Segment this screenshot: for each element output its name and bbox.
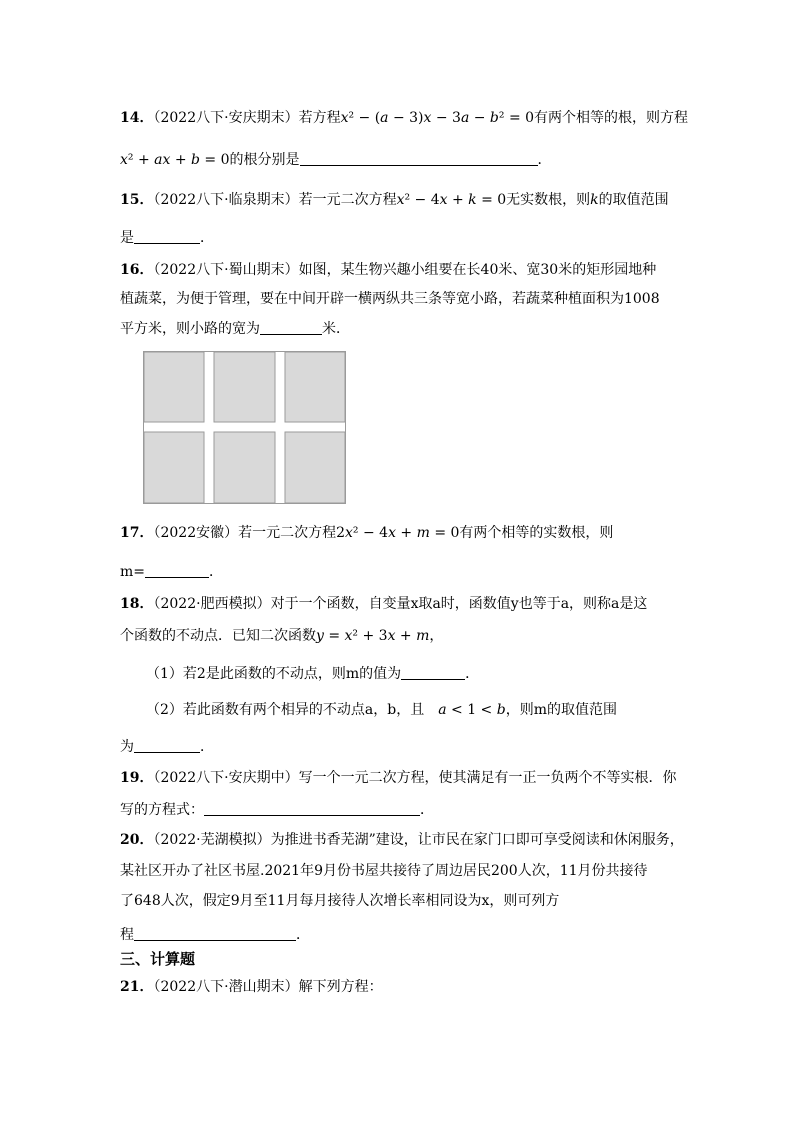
q17-line2: [120, 562, 223, 582]
q17-stem-cont: m=: [120, 564, 146, 580]
q15-period: ．: [200, 230, 214, 246]
section-3-heading: 三、计算题: [120, 950, 196, 968]
q17-line1: [120, 523, 613, 543]
q16-line3: [120, 319, 350, 339]
q19-stem: （2022八下·安庆期中）写一个一元二次方程，使其满足有一正一负两个不等实根．你: [153, 770, 677, 786]
q18-line2: 个函数的不动点．已知二次函数𝑦 = 𝑥² + 3𝑥 + 𝑚，: [120, 628, 444, 644]
q21-stem: （2022八下·潜山期末）解下列方程：: [153, 979, 383, 995]
q14-answer-blank[interactable]: [300, 151, 538, 166]
q20-stem: （2022·芜湖模拟）为推进书香芜湖”建设，让市民在家门口即可享受阅读和休闲服务，: [153, 832, 684, 848]
plot-bottom-left: [144, 432, 204, 503]
q20-line2: 某社区开办了社区书屋.2021年9月份书屋共接待了周边居民200人次，11月份共接待: [120, 863, 648, 879]
q16-line1: [120, 260, 656, 280]
q16-stem-cont: 平方米，则小路的宽为: [120, 321, 260, 337]
q14-period: ．: [537, 152, 552, 168]
q15-line2: [120, 228, 214, 248]
q20-line3: 了648人次，假定9月至11月每月接待人次增长率相同设为x，则可列方: [120, 893, 560, 909]
q19-line1: [120, 768, 677, 788]
q18-sub2-answer-blank[interactable]: [134, 738, 200, 753]
q15-stem-cont: 是: [120, 230, 134, 246]
plot-bottom-right: [285, 432, 345, 503]
plot-top-right: [285, 352, 345, 422]
q15-line1: [120, 190, 669, 210]
q21-line1: [120, 977, 383, 997]
q19-line2: [120, 800, 434, 820]
q14-stem: （2022八下·安庆期末）若方程𝑥² − (𝑎 − 3)𝑥 − 3𝑎 − 𝑏² = 0有两个相等的根，则方程: [153, 110, 689, 126]
q20-line1: [120, 830, 684, 850]
q20-line4: [120, 925, 310, 945]
plot-top-left: [144, 352, 204, 422]
q18-sub1-stem: （1）若2是此函数的不动点，则m的值为: [146, 666, 402, 682]
q20-period: ．: [296, 927, 310, 943]
plot-top-middle: [214, 352, 275, 422]
q18-sub1-answer-blank[interactable]: [401, 665, 465, 680]
q18-sub2-stem-cont: 为: [120, 739, 134, 755]
plot-bottom-middle: [214, 432, 275, 503]
q18-sub2-period: ．: [200, 739, 214, 755]
q14-line2: [120, 150, 552, 170]
q18-sub2: （2）若此函数有两个相异的不动点a，b，且 𝑎 < 1 < 𝑏，则m的取值范围: [146, 702, 617, 718]
q14-line1: [120, 108, 688, 128]
q20-stem-cont: 程: [120, 927, 134, 943]
q15-stem: （2022八下·临泉期末）若一元二次方程𝑥² − 4𝑥 + 𝑘 = 0无实数根，则𝑘的取值范围: [153, 192, 669, 208]
q17-answer-blank[interactable]: [145, 563, 209, 578]
q19-number: 19．: [120, 770, 154, 786]
q14-number: 14．: [120, 110, 154, 126]
q20-answer-blank[interactable]: [134, 926, 296, 941]
q18-line3: [120, 737, 214, 757]
q16-answer-blank[interactable]: [260, 320, 322, 335]
q16-stem: （2022八下·蜀山期末）如图，某生物兴趣小组要在长40米、宽30米的矩形园地种: [153, 262, 657, 278]
q17-number: 17．: [120, 525, 154, 541]
q19-answer-blank[interactable]: [204, 801, 420, 816]
q18-number: 18．: [120, 596, 154, 612]
q16-number: 16．: [120, 262, 154, 278]
q16-line2: 植蔬菜，为便于管理，要在中间开辟一横两纵共三条等宽小路，若蔬菜种植面积为1008: [120, 291, 660, 307]
q15-number: 15．: [120, 192, 154, 208]
q18-sub1: [146, 664, 479, 684]
q18-line1: [120, 594, 647, 614]
q21-number: 21．: [120, 979, 154, 995]
q16-unit: 米．: [322, 321, 350, 337]
q17-stem: （2022安徽）若一元二次方程2𝑥² − 4𝑥 + 𝑚 = 0有两个相等的实数根，则: [153, 525, 614, 541]
q18-sub1-period: ．: [465, 666, 480, 682]
q17-period: ．: [209, 564, 224, 580]
q15-answer-blank[interactable]: [134, 229, 200, 244]
q20-number: 20．: [120, 832, 154, 848]
q19-period: ．: [420, 802, 434, 818]
q18-stem: （2022·肥西模拟）对于一个函数，自变量x取a时，函数值y也等于a，则称a是这: [153, 596, 648, 612]
garden-plot-figure: [143, 351, 347, 506]
q14-stem-cont: 𝑥² + 𝑎𝑥 + 𝑏 = 0的根分别是: [120, 152, 300, 168]
q19-stem-cont: 写的方程式：: [120, 802, 204, 818]
